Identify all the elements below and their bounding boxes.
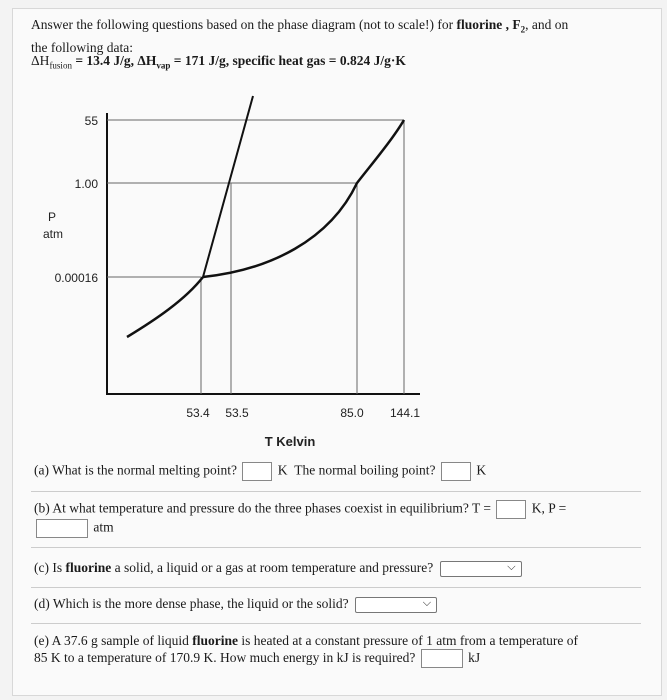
sublimation-curve xyxy=(127,277,203,337)
y-tick-00016: 0.00016 xyxy=(54,271,98,285)
y-tick-1: 1.00 xyxy=(74,177,98,191)
x-tick-534: 53.4 xyxy=(186,406,210,420)
density-select[interactable] xyxy=(355,597,437,613)
question-b-line2: atm xyxy=(34,519,114,538)
x-tick-850: 85.0 xyxy=(340,406,364,420)
y-axis-label-atm: atm xyxy=(43,227,64,241)
y-tick-55: 55 xyxy=(84,114,98,128)
x-tick-1441: 144.1 xyxy=(389,406,421,420)
chevron-down-icon: ⌵ xyxy=(507,559,516,573)
formula: , $F_2$ xyxy=(505,17,526,35)
boiling-point-input[interactable] xyxy=(441,462,471,481)
intro-line2: the following data: xyxy=(31,39,133,55)
question-e: (e) A 37.6 g sample of liquid fluorine is heated at a constant pressure of 1 atm from a temperature of 85 K to a temperature of 170.9 K. How much energy in kJ is required? kJ xyxy=(34,632,634,668)
question-c: (c) Is fluorine a solid, a liquid or a gas at room temperature and pressure? ⌵ xyxy=(34,560,522,577)
intro-line1: Answer the following questions based on the phase diagram (not to scale!) for xyxy=(31,17,454,32)
y-axis-label-p: P xyxy=(48,210,57,224)
divider xyxy=(31,547,641,548)
melting-point-input[interactable] xyxy=(242,462,272,481)
energy-input[interactable] xyxy=(421,649,463,668)
phase-select[interactable] xyxy=(440,561,522,577)
question-a: (a) What is the normal melting point? K The normal boiling point? K xyxy=(34,462,486,481)
divider xyxy=(31,623,641,624)
question-d: (d) Which is the more dense phase, the liquid or the solid? ⌵ xyxy=(34,596,437,613)
x-axis-label: T Kelvin xyxy=(264,434,316,449)
intro-line1-suffix: , and on xyxy=(525,17,569,32)
question-b: (b) At what temperature and pressure do the three phases coexist in equilibrium? T = K, P = xyxy=(34,500,566,519)
vaporization-curve xyxy=(203,120,404,277)
substance-name: fluorine xyxy=(456,17,503,32)
fusion-line xyxy=(203,96,253,277)
x-tick-535: 53.5 xyxy=(225,406,249,420)
chevron-down-icon: ⌵ xyxy=(422,595,432,609)
triple-point-temp-input[interactable] xyxy=(496,500,526,519)
divider xyxy=(31,587,641,588)
data-line: $\Delta H_{fusion} = 13.4$ J/g, $\Delta H_{vap} = 171$ J/g, specific heat gas = 0.824 J/g·K xyxy=(31,53,406,71)
triple-point-pressure-input[interactable] xyxy=(36,519,88,538)
divider xyxy=(31,491,641,492)
